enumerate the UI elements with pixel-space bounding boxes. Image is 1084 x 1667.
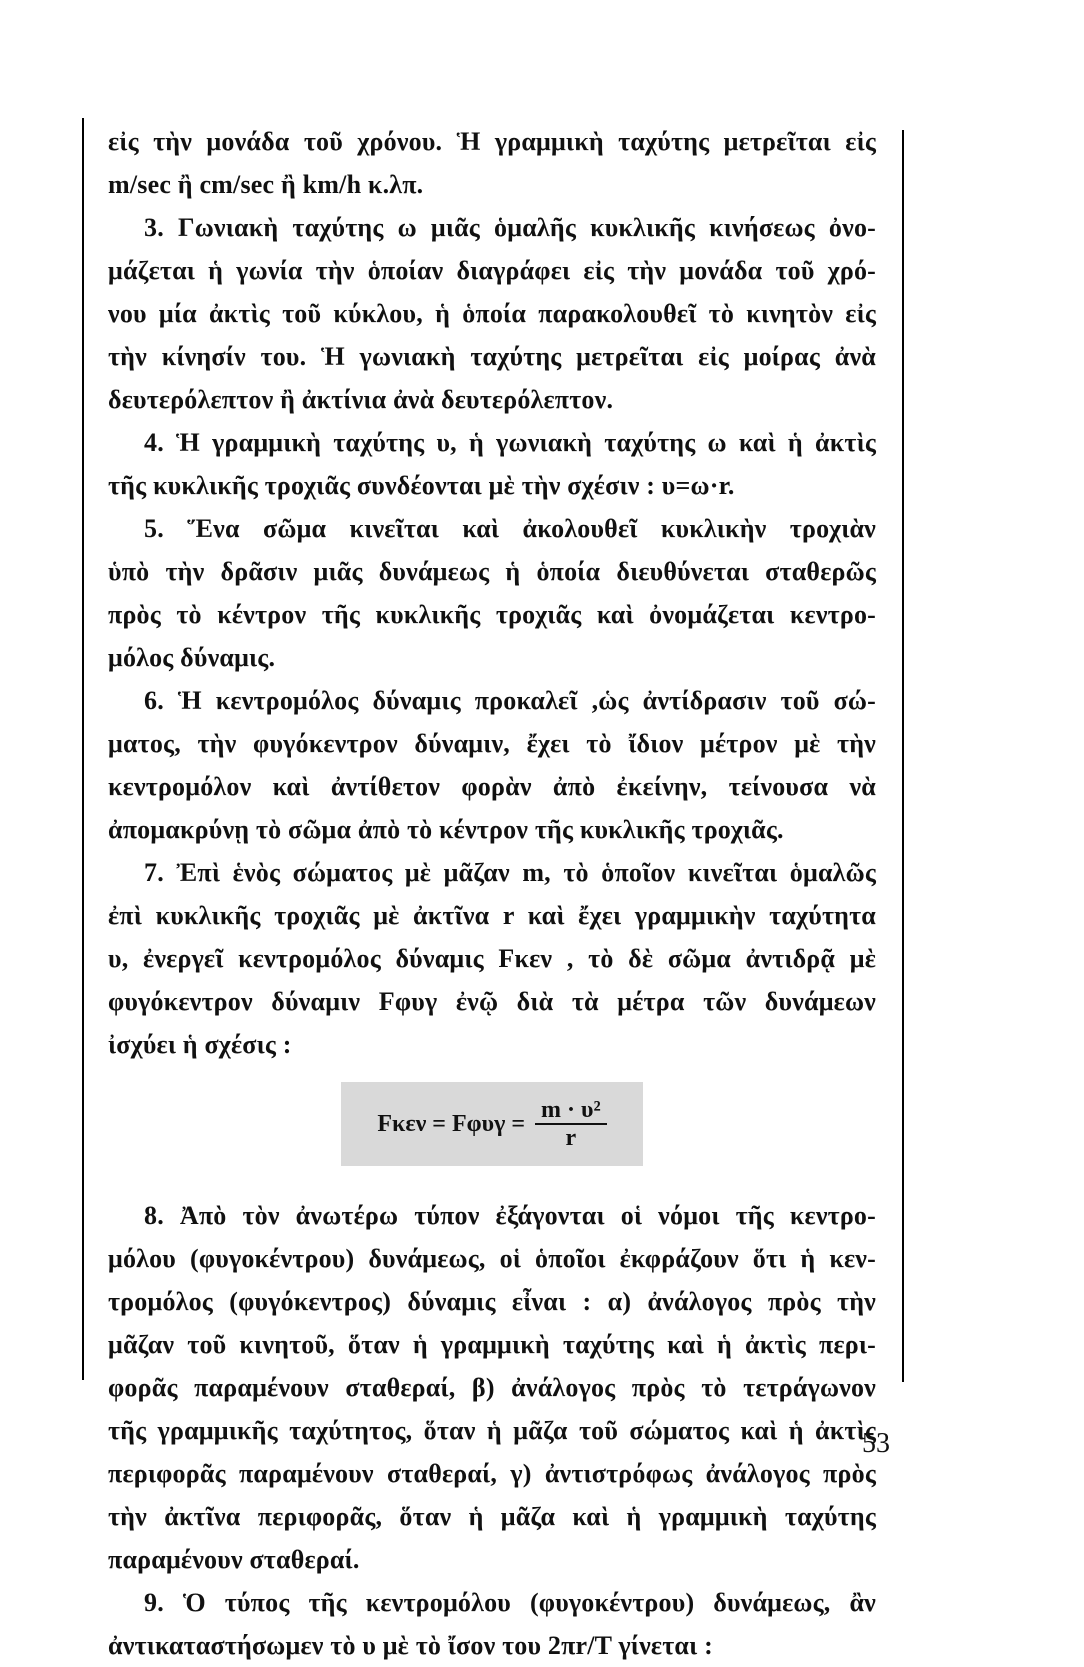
text-line: 5. Ἕνα σῶμα κινεῖται καὶ ἀκολουθεῖ κυκλικὴν τροχιὰν (144, 514, 876, 543)
text-line: παραμένουν σταθεραί. (108, 1545, 360, 1574)
text-line: ἀπομακρύνῃ τὸ σῶμα ἀπὸ τὸ κέντρον τῆς κυκλικῆς τροχιᾶς. (108, 815, 784, 844)
text-line: 6. Ἡ κεντρομόλος δύναμις προκαλεῖ ,ὡς ἀντίδρασιν τοῦ σώ- (144, 686, 876, 715)
text-line: 3. Γωνιακὴ ταχύτης ω μιᾶς ὁμαλῆς κυκλικῆς κινήσεως ὀνο- (144, 213, 876, 242)
formula-mid: Fφυγ (451, 1110, 506, 1137)
formula-numerator: m · υ² (535, 1097, 607, 1125)
text-line: πρὸς τὸ κέντρον τῆς κυκλικῆς τροχιᾶς καὶ ὀνομάζεται κεντρο- (108, 600, 876, 629)
text-line: περιφορᾶς παραμένουν σταθεραί, γ) ἀντιστρόφως ἀνάλογος πρὸς (108, 1459, 876, 1488)
text-line: δευτερόλεπτον ἢ ἀκτίνια ἀνὰ δευτερόλεπτον. (108, 385, 614, 414)
text-line: εἰς τὴν μονάδα τοῦ χρόνου. Ἡ γραμμικὴ ταχύτης μετρεῖται εἰς (108, 127, 876, 156)
text-line: νου μία ἀκτὶς τοῦ κύκλου, ἡ ὁποία παρακολουθεῖ τὸ κινητὸν εἰς (108, 299, 876, 328)
text-line: ὑπὸ τὴν δρᾶσιν μιᾶς δυνάμεως ἡ ὁποία διευθύνεται σταθερῶς (108, 557, 876, 586)
text-line: φυγόκεντρον δύναμιν Fφυγ ἐνῷ διὰ τὰ μέτρα τῶν δυνάμεων (108, 987, 876, 1016)
formula-equals: = (511, 1110, 525, 1137)
text-line: ἰσχύει ἡ σχέσις : (108, 1030, 292, 1059)
formula-equals: = (432, 1110, 446, 1137)
text-line: 9. Ὁ τύπος τῆς κεντρομόλου (φυγοκέντρου) δυνάμεως, ἂν (144, 1588, 876, 1617)
formula-lhs: Fκεν (377, 1110, 427, 1137)
text-line: ἀντικαταστήσωμεν τὸ υ μὲ τὸ ἴσον του 2πr/T γίνεται : (108, 1631, 713, 1660)
text-line: ἐπὶ κυκλικῆς τροχιᾶς μὲ ἀκτῖνα r καὶ ἔχει γραμμικὴν ταχύτητα (108, 901, 876, 930)
text-line: 7. Ἐπὶ ἑνὸς σώματος μὲ μᾶζαν m, τὸ ὁποῖον κινεῖται ὁμαλῶς (144, 858, 876, 887)
right-margin-rule (902, 130, 904, 1382)
text-line: τῆς γραμμικῆς ταχύτητος, ὅταν ἡ μᾶζα τοῦ σώματος καὶ ἡ ἀκτὶς (108, 1416, 876, 1445)
text-line: m/sec ἢ cm/sec ἢ km/h κ.λπ. (108, 170, 424, 199)
text-line: μόλος δύναμις. (108, 643, 276, 672)
text-line: τὴν κίνησίν του. Ἡ γωνιακὴ ταχύτης μετρεῖται εἰς μοίρας ἀνὰ (108, 342, 876, 371)
text-line: 4. Ἡ γραμμικὴ ταχύτης υ, ἡ γωνιακὴ ταχύτης ω καὶ ἡ ἀκτὶς (144, 428, 876, 457)
text-line: κεντρομόλον καὶ ἀντίθετον φορὰν ἀπὸ ἐκείνην, τείνουσα νὰ (108, 772, 876, 801)
text-line: φορᾶς παραμένουν σταθεραί, β) ἀνάλογος πρὸς τὸ τετράγωνον (108, 1373, 876, 1402)
body-text (108, 120, 876, 1667)
text-line: υ, ἐνεργεῖ κεντρομόλος δύναμις Fκεν , τὸ δὲ σῶμα ἀντιδρᾷ μὲ (108, 944, 876, 973)
text-line: 8. Ἀπὸ τὸν ἀνωτέρω τύπον ἐξάγονται οἱ νόμοι τῆς κεντρο- (144, 1201, 876, 1230)
centripetal-force-formula (341, 1082, 643, 1166)
text-line: μᾶζαν τοῦ κινητοῦ, ὅταν ἡ γραμμικὴ ταχύτης καὶ ἡ ἀκτὶς περι- (108, 1330, 876, 1359)
text-line: τῆς κυκλικῆς τροχιᾶς συνδέονται μὲ τὴν σχέσιν : υ=ω·r. (108, 471, 735, 500)
text-line: τρομόλος (φυγόκεντρος) δύναμις εἶναι : α) ἀνάλογος πρὸς τὴν (108, 1287, 876, 1316)
formula-block (108, 1066, 876, 1182)
text-line: ματος, τὴν φυγόκεντρον δύναμιν, ἔχει τὸ ἴδιον μέτρον μὲ τὴν (108, 729, 876, 758)
formula-denominator: r (565, 1125, 577, 1151)
left-margin-rule (82, 118, 84, 1380)
text-line: μάζεται ἡ γωνία τὴν ὁποίαν διαγράφει εἰς τὴν μονάδα τοῦ χρό- (108, 256, 876, 285)
spacer (108, 1182, 876, 1194)
text-line: τὴν ἀκτῖνα περιφορᾶς, ὅταν ἡ μᾶζα καὶ ἡ γραμμικὴ ταχύτης (108, 1502, 876, 1531)
page-number: 53 (862, 1428, 890, 1459)
formula-fraction (535, 1097, 607, 1151)
text-line: μόλου (φυγοκέντρου) δυνάμεως, οἱ ὁποῖοι ἐκφράζουν ὅτι ἡ κεν- (108, 1244, 876, 1273)
